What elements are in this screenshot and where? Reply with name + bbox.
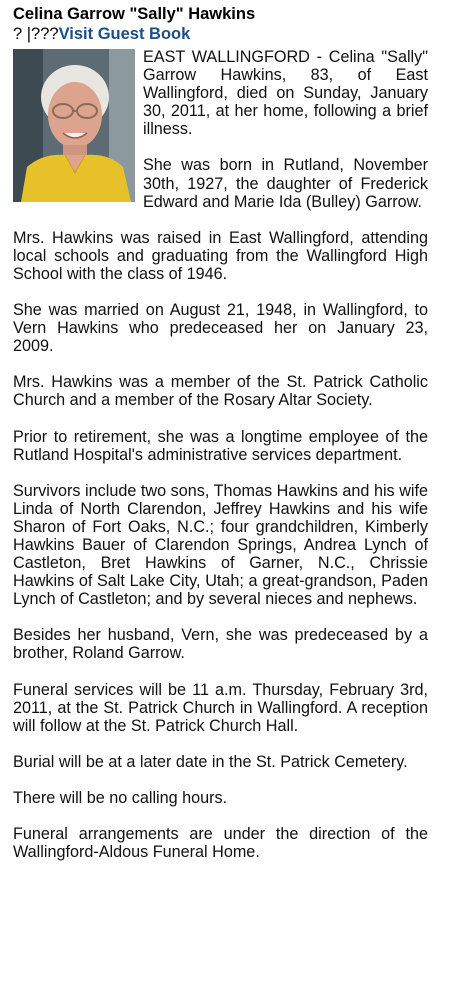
subline-prefix: ? |??? xyxy=(13,25,59,43)
page-title: Celina Garrow "Sally" Hawkins xyxy=(13,5,256,23)
paragraph-10: Burial will be at a later date in the St. Patrick Cemetery. xyxy=(13,752,408,771)
paragraph-5: Mrs. Hawkins was a member of the St. Patrick Catholic Church and a member of the Rosary Altar Society. xyxy=(13,373,428,410)
paragraph-12: Funeral arrangements are under the direction of the Wallingford-Aldous Funeral Home. xyxy=(13,825,428,862)
portrait-photo xyxy=(13,49,135,202)
portrait-image xyxy=(13,49,135,202)
paragraph-1: EAST WALLINGFORD - Celina "Sally" Garrow Hawkins, 83, of East Wallingford, died on Sunday, January 30, 2011, at her home, following a brief illness. xyxy=(143,48,428,139)
paragraph-8: Besides her husband, Vern, she was predeceased by a brother, Roland Garrow. xyxy=(13,626,428,663)
guest-book-link[interactable]: Visit Guest Book xyxy=(58,25,191,43)
paragraph-2: She was born in Rutland, November 30th, 1927, the daughter of Frederick Edward and Marie Ida (Bulley) Garrow. xyxy=(143,156,428,211)
obituary-article xyxy=(13,48,428,861)
paragraph-4: She was married on August 21, 1948, in Wallingford, to Vern Hawkins who predeceased her on January 23, 2009. xyxy=(13,301,428,356)
paragraph-11: There will be no calling hours. xyxy=(13,788,228,807)
paragraph-3: Mrs. Hawkins was raised in East Wallingford, attending local schools and graduating from the Wallingford High School with the class of 1946. xyxy=(13,228,428,283)
obituary xyxy=(13,4,428,879)
paragraph-7: Survivors include two sons, Thomas Hawkins and his wife Linda of North Clarendon, Jeffrey Hawkins and his wife Sharon of Fort Oaks, N.C.; four grandchildren, Kimberly Hawkins Bauer of Clarendon Springs, Andrea Lynch of Castleton, Bret Hawkins of Garner, N.C., Chrissie Hawkins of Salt Lake City, Utah; a great-grandson, Paden Lynch of Castleton; and by several nieces and nephews. xyxy=(13,481,428,609)
header-subline xyxy=(13,25,428,44)
paragraph-9: Funeral services will be 11 a.m. Thursday, February 3rd, 2011, at the St. Patrick Church in Wallingford. A reception will follow at the St. Patrick Church Hall. xyxy=(13,680,428,735)
paragraph-6: Prior to retirement, she was a longtime employee of the Rutland Hospital's administrative services department. xyxy=(13,427,428,464)
